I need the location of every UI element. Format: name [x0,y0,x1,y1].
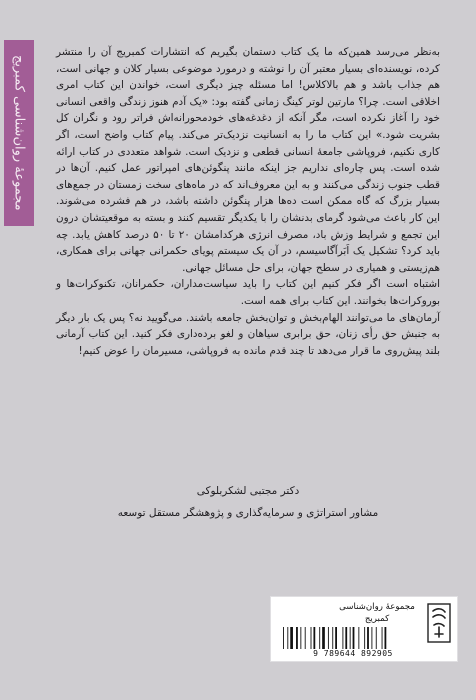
barcode-bar [367,627,369,649]
barcode-bar [385,627,387,649]
series-name-line1: مجموعهٔ روان‌شناسی [339,602,415,612]
barcode-bar [328,627,329,649]
series-name-line2: کمبریج [364,614,390,624]
barcode-bar [364,627,365,649]
paragraph-2: اشتباه است اگر فکر کنیم این کتاب را باید سیاست‌مداران، حکمرانان، تکنوکرات‌ها و بوروکرات‌ها بخوانند. این کتاب برای همه است. [56,278,440,307]
barcode-bar [296,627,298,649]
barcode-bar [345,627,347,649]
barcode-panel [270,596,458,662]
endorsement-signature [56,480,440,524]
signature-role: مشاور استراتژی و سرمایه‌گذاری و پژوهشگر مستقل توسعه [117,507,379,519]
signature-name: دکتر مجتبی لشکربلوکی [196,485,300,497]
barcode-bar [376,627,377,649]
paragraph-3: آرمان‌های ما می‌توانند الهام‌بخش و توان‌بخش جامعه باشند. می‌گویید نه؟ پس یک بار دیگر به جنبش حق رأی زنان، حق برابری سیاهان و لغو برده‌داری فکر کنید. این کتاب آرمانی بلند پیش‌روی ما قرار می‌دهد تا چند قدم مانده به فروپاشی، مسیرمان را عوض کنیم! [56,311,440,357]
barcode-bar [287,627,288,649]
barcode-bar [300,627,301,649]
barcode-bars [281,627,429,649]
series-name [333,601,421,625]
barcode-bar [283,627,284,649]
barcode-bar [335,627,337,649]
series-side-label [4,40,34,226]
barcode-bar [358,627,359,649]
barcode-bar [350,627,351,649]
barcode-bar [305,627,306,649]
paragraph-1: به‌نظر می‌رسد همین‌که ما یک کتاب دستمان بگیریم که انتشارات کمبریج آن را منتشر کرده، نویسنده‌ای بسیار معتبر آن را نوشته و درمورد موضوعی بسیار کلان و جهانی است، هم جذاب باشد و هم بالاکلاس! اما مسئله چیز دیگری است، خواندن این کتاب امری اخلاقی است. چرا؟ مارتین لوتر کینگ زمانی گفته بود: «یک آدم هنوز زندگی واقعی انسانی خود را آغاز نکرده است، مگر آنکه از دغدغه‌های خودمحورانه‌اش فراتر رود و نگران کل بشریت شود.» این کتاب ما را به انسانیت نزدیک‌تر می‌کند. پیام کتاب واضح است، اگر کاری نکنیم، فروپاشی جامعهٔ انسانی قطعی و نزدیک است. شواهد متعددی در کتاب ارائه شده است. پس چاره‌ای نداریم جز اینکه مانند پنگوئن‌های امپراتور عمل کنیم. آن‌ها در قطب جنوب زندگی می‌کنند و به این معروف‌اند که در ماه‌های سخت زمستان در جمع‌های بسیار بزرگ که گاه ممکن است ده‌ها هزار پنگوئن داشته باشد، در هم فشرده می‌شوند. این کار باعث می‌شود گرمای بدنشان را با یکدیگر تقسیم کنند و بسته به موقعیتشان درون این تجمع و شرایط وزش باد، مصرف انرژی هرکدامشان ۲۰ تا ۵۰ درصد کاهش یابد. چه باید کرد؟ تشکیل یک اَبَرآگاسیسم، در آن یک سیستم پویای حکمرانی جهانی برای همکاری، هم‌زیستی و همیاری در سطح جهان، برای حل مسائل جهانی. [56,46,440,274]
isbn-number: 9 789644 892905 [313,649,393,658]
back-cover-text [56,44,440,359]
barcode-bar [371,627,372,649]
barcode-bar [322,627,325,649]
publisher-logo-icon [427,603,451,643]
barcode-bar [311,627,312,649]
barcode-bar [332,627,333,649]
barcode-bar [290,627,293,649]
barcode-bar [353,627,355,649]
barcode-bar [319,627,320,649]
barcode-bar [382,627,383,649]
series-side-label-text: مجموعهٔ روان‌شناسی کمبریج [11,55,27,211]
barcode-bar [342,627,343,649]
barcode-bar [313,627,315,649]
